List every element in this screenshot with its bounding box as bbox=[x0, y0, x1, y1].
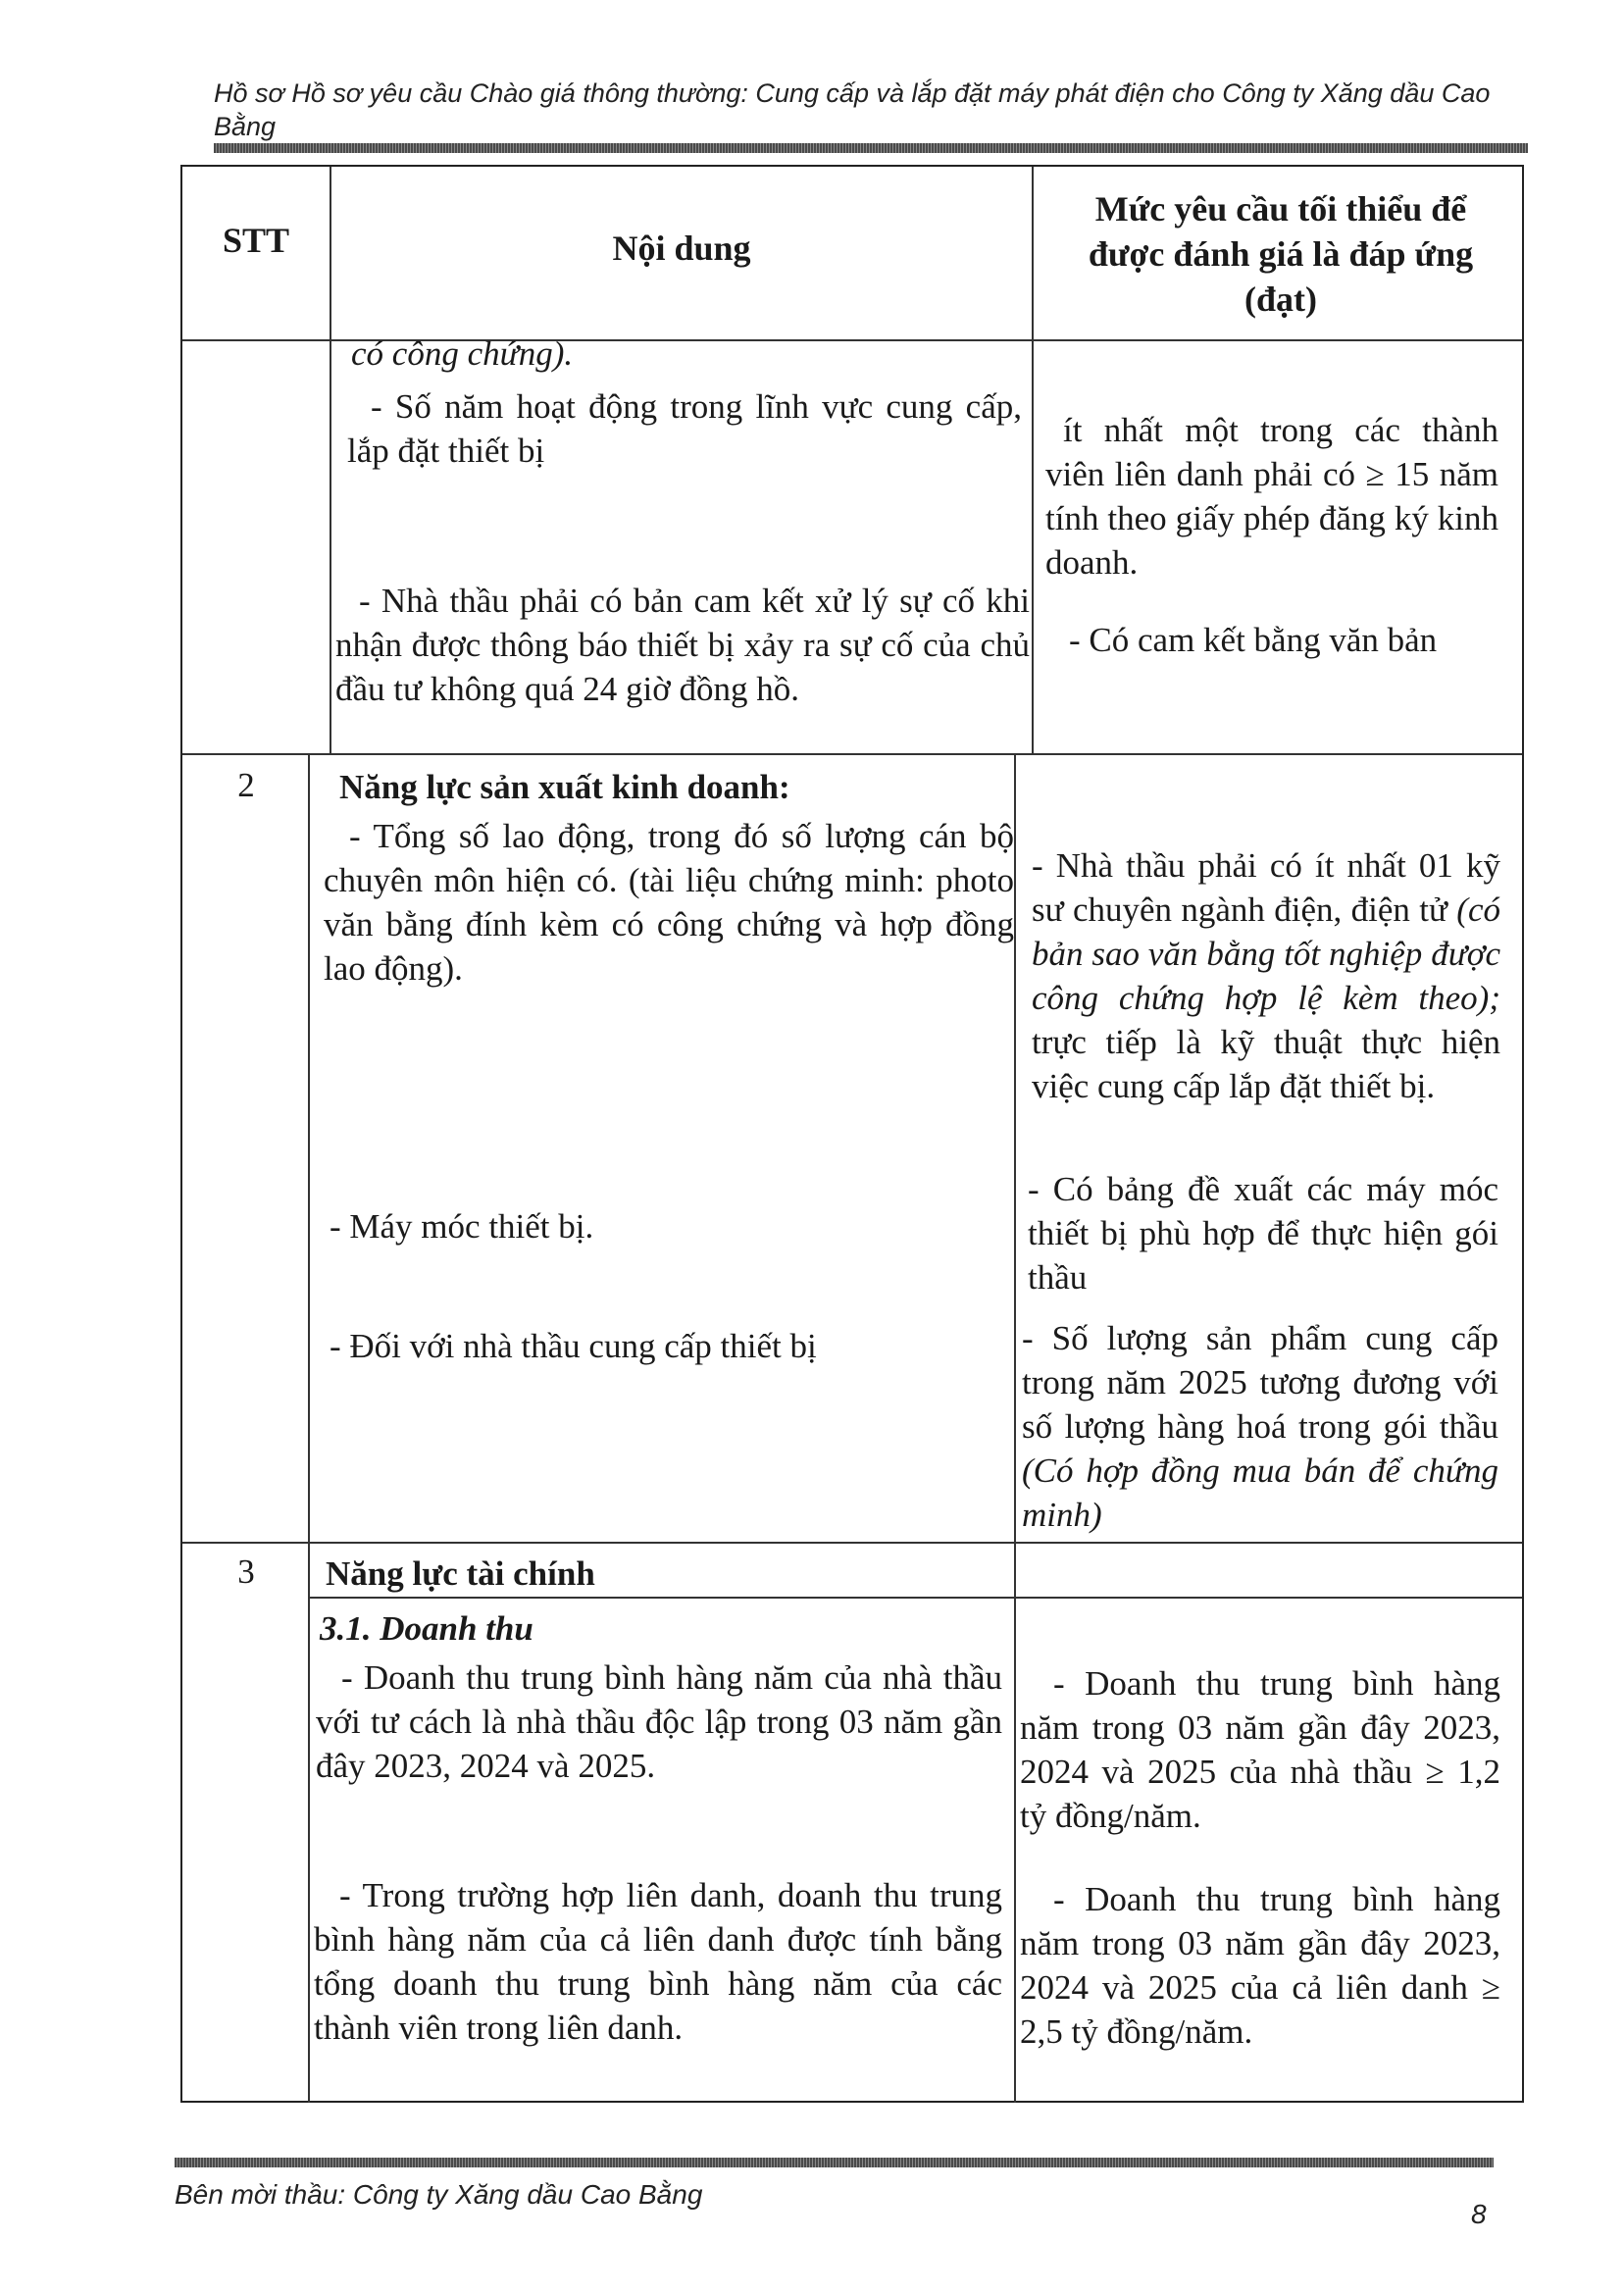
footer-rule bbox=[175, 2158, 1494, 2167]
labor-force-requirement-text: - Nhà thầu phải có ít nhất 01 kỹ sư chuyên ngành điện, điện tử bbox=[1032, 846, 1500, 929]
column-divider-stt-lower bbox=[308, 755, 310, 2103]
section3-title: Năng lực tài chính bbox=[326, 1554, 595, 1593]
experience-years-requirement: ít nhất một trong các thành viên liên danh phải có ≥ 15 năm tính theo giấy phép đăng ký kinh doanh. bbox=[1045, 411, 1498, 582]
joint-venture-revenue-content: - Trong trường hợp liên danh, doanh thu trung bình hàng năm của cả liên danh được tính bằng tổng doanh thu trung bình hàng năm của các thành viên trong liên danh. bbox=[314, 1876, 1002, 2047]
section3-title-divider bbox=[308, 1597, 1522, 1599]
avg-revenue-requirement: - Doanh thu trung bình hàng năm trong 03 năm gần đây 2023, 2024 và 2025 của nhà thầu ≥ 1,2 tỷ đồng/năm. bbox=[1020, 1664, 1500, 1835]
machinery-requirement: - Có bảng đề xuất các máy móc thiết bị phù hợp để thực hiện gói thầu bbox=[1028, 1170, 1498, 1297]
labor-force-requirement-suffix: trực tiếp là kỹ thuật thực hiện việc cung cấp lắp đặt thiết bị. bbox=[1032, 1023, 1500, 1105]
labor-force-requirement-note: (có bản sao văn bằng tốt nghiệp được công chứng hợp lệ kèm theo); bbox=[1032, 891, 1500, 1017]
row-divider-section2 bbox=[182, 753, 1522, 755]
page-number: 8 bbox=[1471, 2199, 1487, 2229]
section2-title: Năng lực sản xuất kinh doanh: bbox=[339, 768, 790, 806]
page-header: Hồ sơ Hồ sơ yêu cầu Chào giá thông thường: Cung cấp và lắp đặt máy phát điện cho Công ty Xăng dầu Cao Bằng bbox=[214, 78, 1491, 141]
incident-commitment-requirement: - Có cam kết bằng văn bản bbox=[1069, 621, 1438, 659]
machinery-content: - Máy móc thiết bị. bbox=[330, 1207, 594, 1246]
equipment-supplier-requirement bbox=[1022, 1316, 1498, 1537]
equipment-supplier-requirement-note: (Có hợp đồng mua bán để chứng minh) bbox=[1022, 1451, 1498, 1534]
revenue-subsection-title: 3.1. Doanh thu bbox=[320, 1609, 533, 1648]
header-rule bbox=[214, 143, 1528, 153]
column-divider-requirement-lower bbox=[1014, 755, 1016, 2103]
experience-years-content: - Số năm hoạt động trong lĩnh vực cung cấp, lắp đặt thiết bị bbox=[347, 387, 1022, 470]
section2-number: 2 bbox=[237, 766, 255, 804]
column-header-content: Nội dung bbox=[612, 229, 751, 268]
joint-venture-revenue-requirement: - Doanh thu trung bình hàng năm trong 03 năm gần đây 2023, 2024 và 2025 của cả liên danh ≥ 2,5 tỷ đồng/năm. bbox=[1020, 1880, 1500, 2051]
column-divider-requirement bbox=[1032, 167, 1034, 755]
equipment-supplier-content: - Đối với nhà thầu cung cấp thiết bị bbox=[330, 1327, 817, 1365]
column-header-stt: STT bbox=[222, 221, 290, 260]
column-header-requirement: Mức yêu cầu tối thiểu để được đánh giá là đáp ứng (đạt) bbox=[1088, 189, 1474, 319]
requirements-table bbox=[180, 165, 1524, 2103]
avg-revenue-content: - Doanh thu trung bình hàng năm của nhà thầu với tư cách là nhà thầu độc lập trong 03 năm gần đây 2023, 2024 và 2025. bbox=[316, 1658, 1002, 1785]
incident-commitment-content: - Nhà thầu phải có bản cam kết xử lý sự cố khi nhận được thông báo thiết bị xảy ra sự cố của chủ đầu tư không quá 24 giờ đồng hồ. bbox=[335, 582, 1030, 708]
labor-force-requirement bbox=[1032, 843, 1500, 1108]
equipment-supplier-requirement-text: - Số lượng sản phẩm cung cấp trong năm 2025 tương đương với số lượng hàng hoá trong gói thầu bbox=[1022, 1319, 1498, 1446]
row-divider-section3 bbox=[182, 1542, 1522, 1544]
section3-number: 3 bbox=[237, 1553, 255, 1591]
labor-force-content: - Tổng số lao động, trong đó số lượng cán bộ chuyên môn hiện có. (tài liệu chứng minh: photo văn bằng đính kèm có công chứng và hợp đồng lao động). bbox=[324, 817, 1014, 988]
page-footer: Bên mời thầu: Công ty Xăng dầu Cao Bằng bbox=[175, 2179, 703, 2210]
continuation-tail: có công chứng). bbox=[351, 334, 574, 373]
